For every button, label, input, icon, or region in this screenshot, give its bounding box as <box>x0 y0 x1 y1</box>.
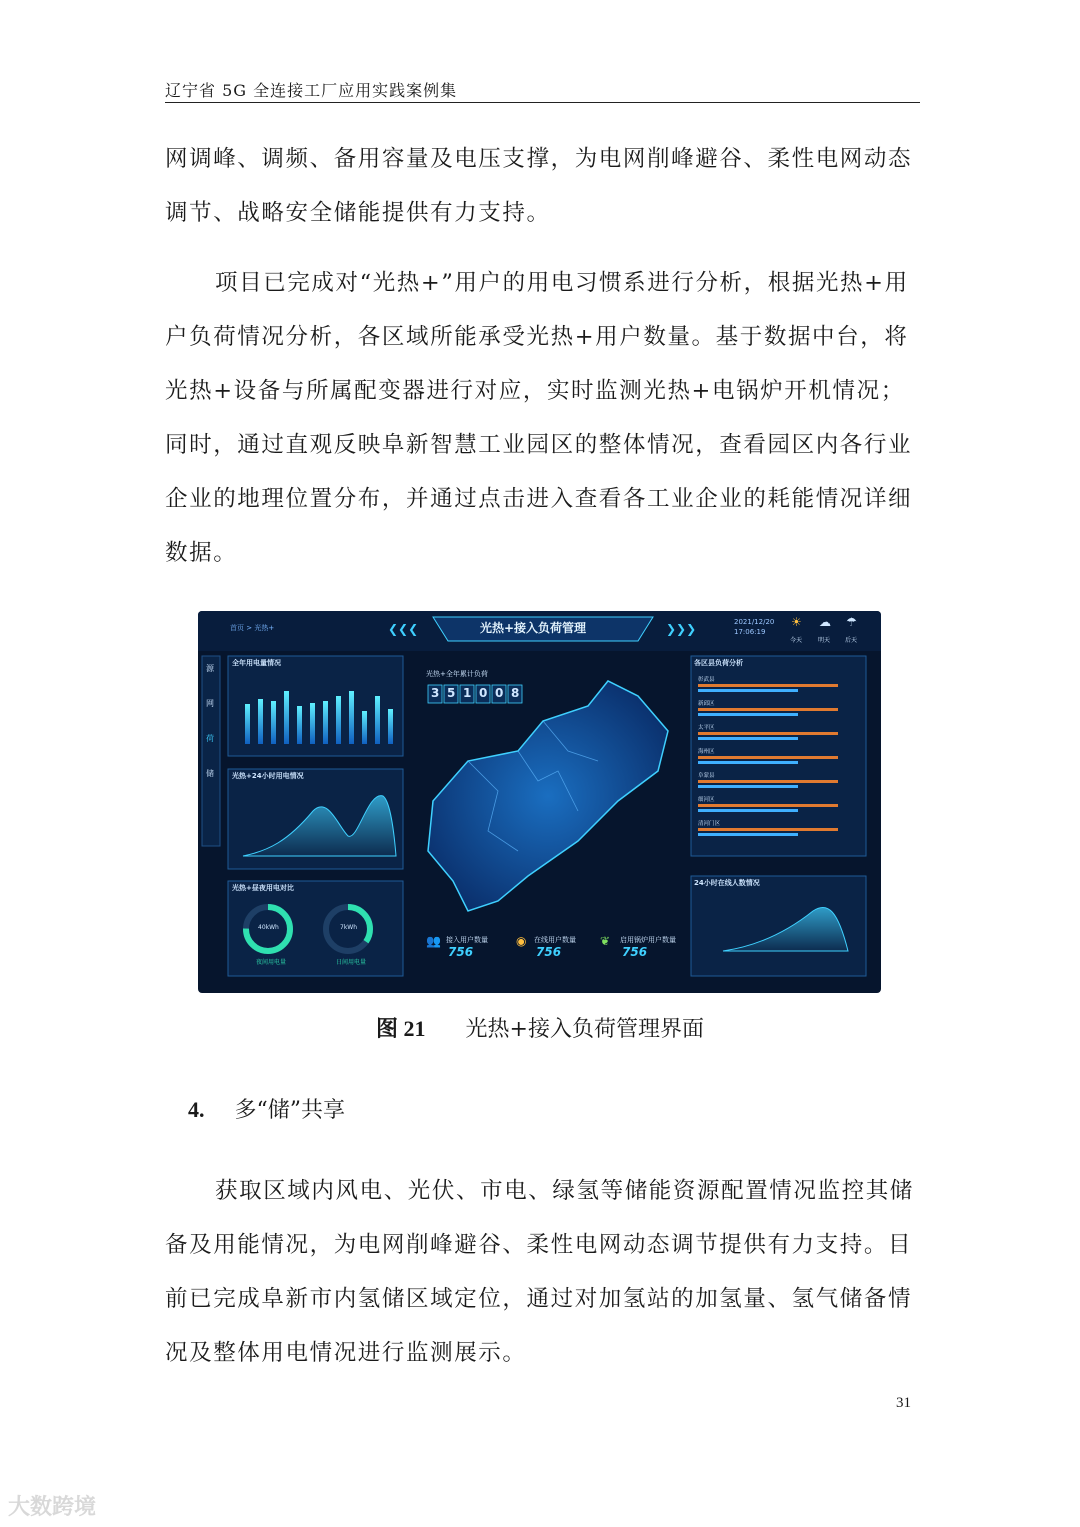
figure-caption <box>0 1012 1080 1043</box>
rain-icon: ☂ <box>846 615 857 629</box>
svg-text:❯❯❯: ❯❯❯ <box>666 622 697 636</box>
dashboard-figure <box>198 611 881 993</box>
panel-hourly-title: 光热+24小时用电情况 <box>232 772 304 780</box>
district-label[interactable]: 海州区 <box>698 749 715 755</box>
cloud-icon: ☁ <box>819 615 831 629</box>
header-title: 辽宁省 5G 全连接工厂应用实践案例集 <box>165 81 458 100</box>
district-label[interactable]: 太平区 <box>698 725 715 731</box>
breadcrumb[interactable]: 首页 > 光热+ <box>230 624 275 632</box>
counter-digit: 0 <box>479 686 488 700</box>
counter-digit: 0 <box>495 686 504 700</box>
caption-text: 光热+接入负荷管理界面 <box>465 1017 704 1042</box>
district-label[interactable]: 彰武县 <box>698 677 715 683</box>
side-tab-load[interactable]: 荷 <box>206 734 214 743</box>
stat-access-value: 756 <box>448 945 474 959</box>
pin-icon: ◉ <box>516 934 527 948</box>
district-label[interactable]: 阜蒙县 <box>698 773 715 779</box>
gauge-night-label: 夜间用电量 <box>256 959 287 966</box>
weather-today[interactable]: 今天 <box>790 637 803 644</box>
caption-number: 图 21 <box>376 1016 426 1041</box>
weather-tomorrow[interactable]: 明天 <box>818 637 831 644</box>
stat-boiler-value: 756 <box>622 945 648 959</box>
gauge-day-value: 7kWh <box>340 924 358 931</box>
weather-after[interactable]: 后天 <box>845 637 858 644</box>
leaf-icon: ❦ <box>600 934 611 948</box>
users-icon: 👥 <box>426 934 441 948</box>
gauge-day-label: 日间用电量 <box>336 959 367 966</box>
panel-annual-title: 全年用电量情况 <box>232 659 281 667</box>
stat-online-label: 在线用户数量 <box>534 936 576 944</box>
svg-text:❮❮❮: ❮❮❮ <box>388 622 419 636</box>
watermark: 大数跨境 <box>8 1495 97 1520</box>
section-number: 4. <box>188 1097 205 1122</box>
page-number: 31 <box>896 1395 911 1411</box>
side-tab-storage[interactable]: 储 <box>206 769 214 778</box>
gauge-night-value: 40kWh <box>258 924 279 931</box>
paragraph-2: 项目已完成对“光热+”用户的用电习惯系进行分析，根据光热+用户负荷情况分析，各区域所能承受光热+用户数量。基于数据中台，将光热+设备与所属配变器进行对应，实时监测光热+电锅炉开机情况；同时，通过直观反映阜新智慧工业园区的整体情况，查看园区内各行业企业的地理位置分布，并通过点击进入查看各工业企业的耗能情况详细数据。 <box>165 270 913 566</box>
panel-district-title: 各区县负荷分析 <box>694 659 743 667</box>
section-heading <box>188 1093 345 1124</box>
counter-label: 光热+全年累计负荷 <box>426 670 488 678</box>
counter-digit: 8 <box>511 686 520 700</box>
stat-boiler-label: 启用锅炉用户数量 <box>620 936 676 944</box>
section-title: 多“储”共享 <box>234 1098 345 1123</box>
dashboard-title: 光热+接入负荷管理 <box>480 621 587 635</box>
stat-access-label: 接入用户数量 <box>446 936 488 944</box>
counter-digit: 1 <box>463 686 472 700</box>
paragraph-3: 获取区域内风电、光伏、市电、绿氢等储能资源配置情况监控其储备及用能情况，为电网削峰避谷、柔性电网动态调节提供有力支持。目前已完成阜新市内氢储区域定位，通过对加氢站的加氢量、氢气储备情况及整体用电情况进行监测展示。 <box>165 1178 914 1366</box>
panel-online-title: 24小时在线人数情况 <box>694 879 760 887</box>
paragraph-1: 网调峰、调频、备用容量及电压支撑，为电网削峰避谷、柔性电网动态调节、战略安全储能提供有力支持。 <box>165 146 913 226</box>
counter-digit: 3 <box>431 686 440 700</box>
panel-ratio-title: 光热+昼夜用电对比 <box>232 884 294 892</box>
page-header <box>165 78 920 103</box>
district-label[interactable]: 新邱区 <box>698 701 715 707</box>
district-label[interactable]: 清河门区 <box>698 821 721 827</box>
datetime: 2021/12/20 17:06:19 <box>734 618 775 636</box>
sun-icon: ☀ <box>791 615 802 629</box>
district-label[interactable]: 细河区 <box>698 797 715 803</box>
side-tab-grid[interactable]: 网 <box>206 699 214 708</box>
side-tab-source[interactable]: 源 <box>206 664 214 673</box>
counter-digit: 5 <box>447 686 456 700</box>
stat-online-value: 756 <box>536 945 562 959</box>
